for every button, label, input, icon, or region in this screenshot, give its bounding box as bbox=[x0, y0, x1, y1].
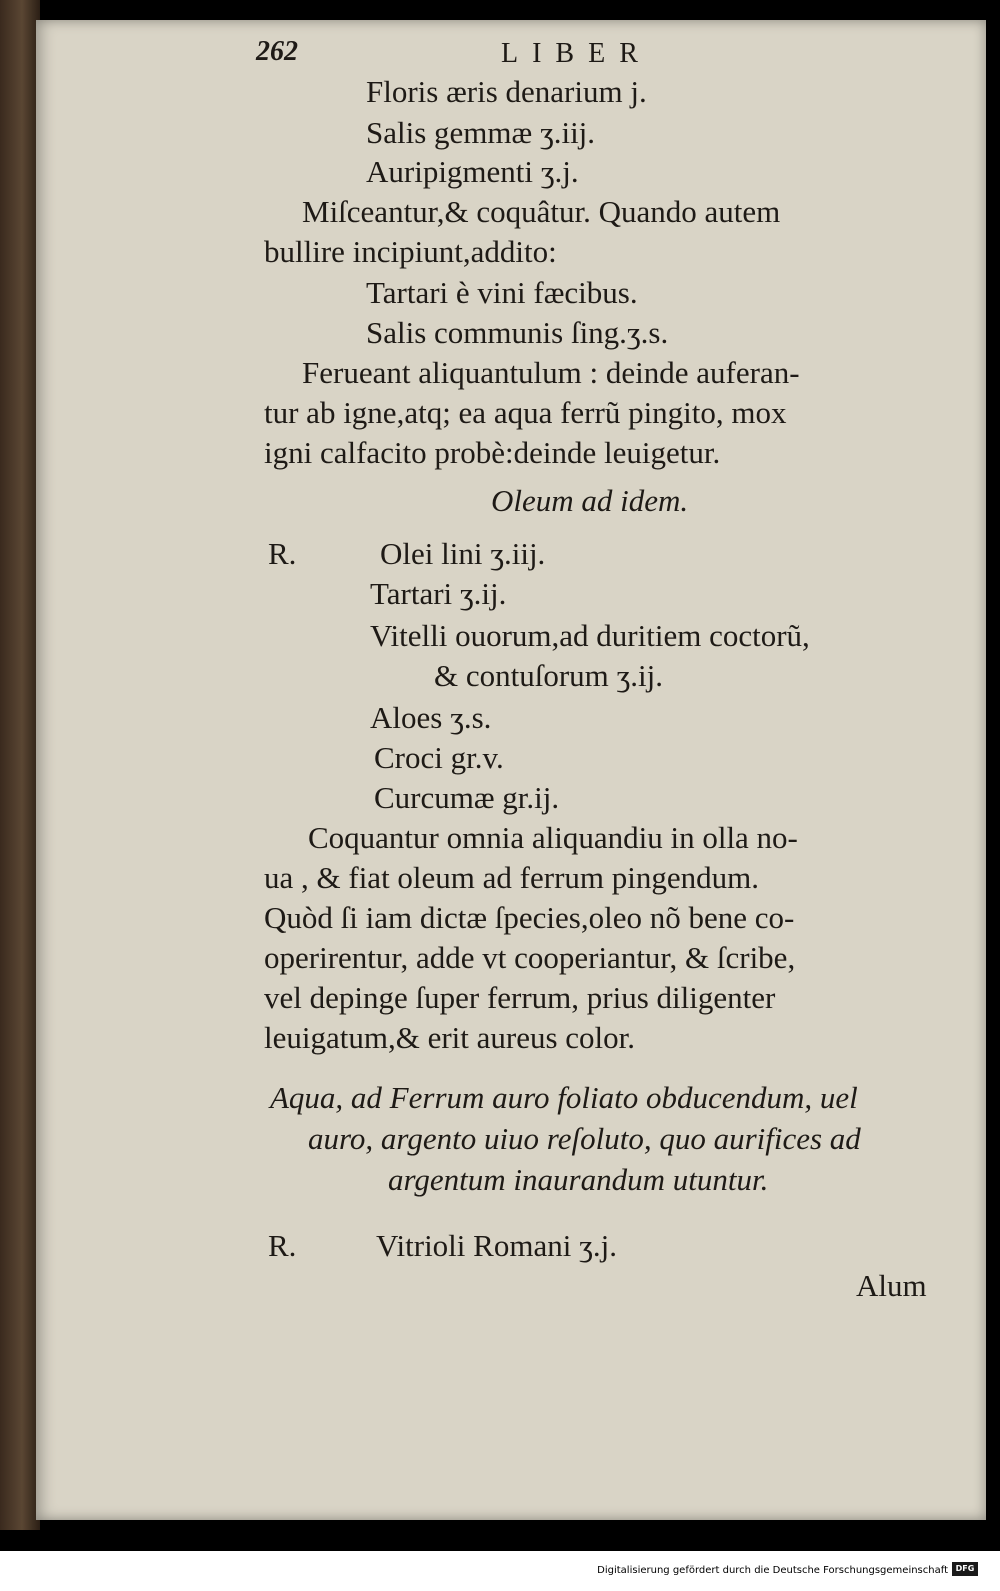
body-line: Floris æris denarium j. bbox=[366, 74, 647, 109]
body-line: bullire incipiunt,addito: bbox=[264, 234, 557, 269]
body-line: Tartari è vini fæcibus. bbox=[366, 275, 638, 310]
body-line: Miſceantur,& coquâtur. Quando autem bbox=[302, 194, 781, 229]
body-line: ua , & fiat oleum ad ferrum pingendum. bbox=[264, 860, 760, 895]
funding-credit: Digitalisierung gefördert durch die Deutsche Forschungsgemeinschaft bbox=[597, 1565, 948, 1576]
recipe-line: Tartari ʒ.ij. bbox=[370, 576, 507, 611]
body-line: Salis gemmæ ʒ.iij. bbox=[366, 115, 596, 150]
section-heading: auro, argento uiuo reſoluto, quo aurifices ad bbox=[308, 1121, 861, 1156]
recipe-line: Vitrioli Romani ʒ.j. bbox=[376, 1228, 617, 1263]
body-line: Coquantur omnia aliquandiu in olla no- bbox=[308, 820, 798, 855]
book-page bbox=[36, 20, 986, 1520]
body-line: tur ab igne,atq; ea aqua ferrũ pingito, mox bbox=[264, 395, 787, 430]
recipe-line: Croci gr.v. bbox=[374, 740, 504, 775]
page-number: 262 bbox=[256, 36, 298, 67]
body-line: leuigatum,& erit aureus color. bbox=[264, 1020, 636, 1055]
body-line: Quòd ſi iam dictæ ſpecies,oleo nõ bene co- bbox=[264, 900, 795, 935]
recipe-mark: R. bbox=[268, 536, 297, 571]
body-line: vel depinge ſuper ferrum, prius diligenter bbox=[264, 980, 776, 1015]
recipe-line: Vitelli ouorum,ad duritiem coctorũ, bbox=[370, 618, 810, 653]
recipe-line: & contuſorum ʒ.ij. bbox=[434, 658, 664, 693]
book-spine-edge bbox=[0, 0, 40, 1530]
body-line: igni calfacito probè:deinde leuigetur. bbox=[264, 435, 721, 470]
body-line: Salis communis ſing.ʒ.s. bbox=[366, 315, 669, 350]
body-line: operirentur, adde vt cooperiantur, & ſcribe, bbox=[264, 940, 796, 975]
section-heading: argentum inaurandum utuntur. bbox=[388, 1162, 769, 1197]
body-line: Ferueant aliquantulum : deinde auferan- bbox=[302, 355, 800, 390]
section-heading: Aqua, ad Ferrum auro foliato obducendum, uel bbox=[270, 1080, 858, 1115]
recipe-mark: R. bbox=[268, 1228, 297, 1263]
recipe-line: Curcumæ gr.ij. bbox=[374, 780, 560, 815]
section-heading: Oleum ad idem. bbox=[491, 483, 689, 518]
dfg-logo: DFG bbox=[952, 1562, 978, 1576]
recipe-line: Olei lini ʒ.iij. bbox=[380, 536, 546, 571]
recipe-line: Aloes ʒ.s. bbox=[370, 700, 492, 735]
digitization-footer bbox=[0, 1551, 1000, 1591]
running-head: LIBER bbox=[501, 38, 652, 69]
catchword: Alum bbox=[856, 1268, 927, 1303]
body-line: Auripigmenti ʒ.j. bbox=[366, 154, 579, 189]
